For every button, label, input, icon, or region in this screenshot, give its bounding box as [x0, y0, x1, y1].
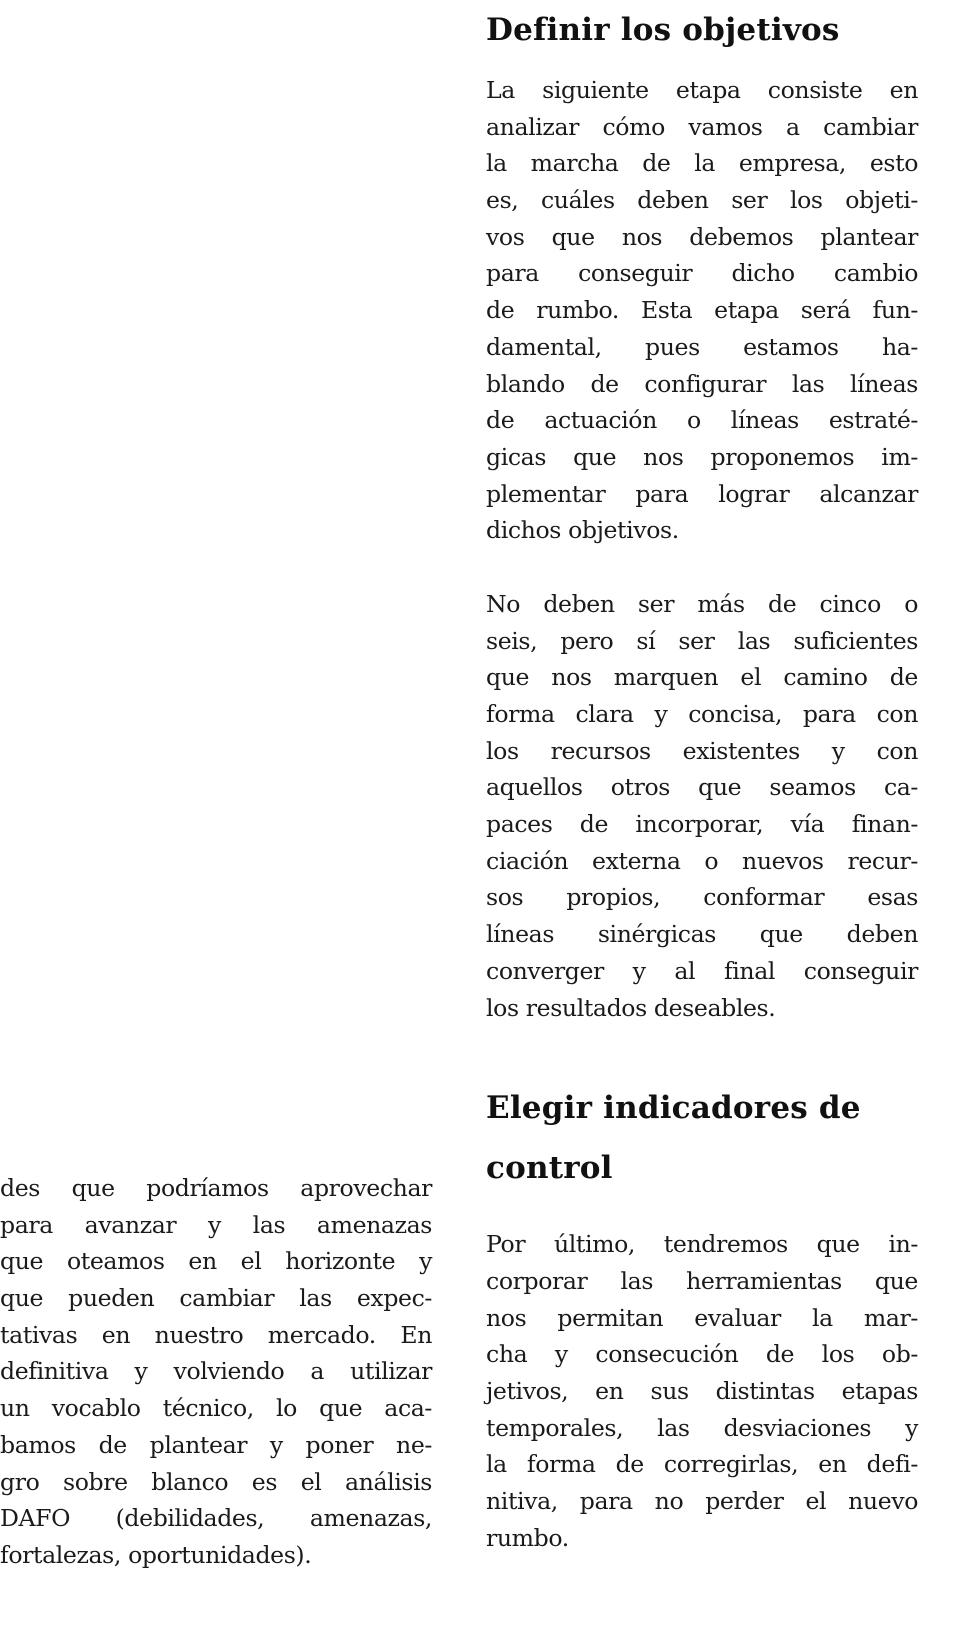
text-line: forma clara y concisa, para con — [486, 700, 918, 728]
text-line: analizar cómo vamos a cambiar — [486, 112, 918, 141]
text-line: seis, pero sí ser las suficientes — [486, 626, 918, 655]
text-line: converger y al final conseguir — [486, 956, 918, 985]
text-line: fortalezas, oportunidades). — [0, 1540, 312, 1569]
section-heading-objetivos: Definir los objetivos — [486, 12, 840, 48]
heading-line: Elegir indicadores de — [486, 1090, 861, 1127]
objetivos-paragraph-2 — [486, 586, 918, 1026]
text-line: DAFO (debilidades, amenazas, — [0, 1504, 432, 1533]
text-line: ciación externa o nuevos recur- — [486, 846, 918, 875]
left-column — [0, 1170, 432, 1574]
text-line: tativas en nuestro mercado. En — [0, 1320, 432, 1349]
text-line: gicas que nos proponemos im- — [486, 442, 918, 471]
text-line: un vocablo técnico, lo que aca- — [0, 1394, 432, 1423]
text-line: que oteamos en el horizonte y — [0, 1247, 432, 1276]
text-line: Por último, tendremos que in- — [486, 1230, 918, 1259]
text-line: La siguiente etapa consiste en — [486, 76, 918, 104]
text-line: de actuación o líneas estraté- — [486, 406, 918, 435]
text-line: dichos objetivos. — [486, 516, 679, 545]
text-line: la forma de corregirlas, en defi- — [486, 1450, 918, 1479]
objetivos-paragraph-1 — [486, 72, 918, 549]
text-line: blando de configurar las líneas — [486, 369, 918, 398]
text-line: los recursos existentes y con — [486, 736, 918, 765]
text-line: la marcha de la empresa, esto — [486, 149, 918, 178]
text-line: nitiva, para no perder el nuevo — [486, 1487, 918, 1515]
text-line: líneas sinérgicas que deben — [486, 920, 918, 949]
text-line: aquellos otros que seamos ca- — [486, 773, 918, 802]
text-line: gro sobre blanco es el análisis — [0, 1467, 432, 1496]
heading-line: control — [486, 1150, 613, 1187]
text-line: nos permitan evaluar la mar- — [486, 1303, 918, 1332]
text-line: sos propios, conformar esas — [486, 883, 918, 912]
text-line: paces de incorporar, vía finan- — [486, 810, 918, 839]
text-line: temporales, las desviaciones y — [486, 1413, 918, 1442]
text-line: No deben ser más de cinco o — [486, 589, 918, 618]
text-line: para avanzar y las amenazas — [0, 1210, 432, 1239]
text-line: bamos de plantear y poner ne- — [0, 1430, 432, 1459]
text-line: corporar las herramientas que — [486, 1266, 918, 1295]
section-heading-indicadores — [486, 1078, 918, 1198]
text-line: que pueden cambiar las expec- — [0, 1284, 432, 1313]
text-line: los resultados deseables. — [486, 993, 776, 1022]
text-line: cha y consecución de los ob- — [486, 1340, 918, 1369]
text-line: plementar para lograr alcanzar — [486, 479, 918, 508]
text-line: vos que nos debemos plantear — [486, 222, 918, 251]
text-line: para conseguir dicho cambio — [486, 259, 918, 288]
text-line: definitiva y volviendo a utilizar — [0, 1357, 432, 1386]
text-line: damental, pues estamos ha- — [486, 332, 918, 361]
text-line: de rumbo. Esta etapa será fun- — [486, 296, 918, 325]
text-line: jetivos, en sus distintas etapas — [486, 1376, 918, 1405]
text-line: es, cuáles deben ser los objeti- — [486, 186, 918, 215]
indicadores-paragraph — [486, 1226, 918, 1556]
text-line: que nos marquen el camino de — [486, 663, 918, 692]
text-line: des que podríamos aprovechar — [0, 1174, 432, 1202]
dafo-paragraph — [0, 1170, 432, 1574]
text-line: rumbo. — [486, 1523, 569, 1552]
right-column — [486, 0, 918, 1556]
